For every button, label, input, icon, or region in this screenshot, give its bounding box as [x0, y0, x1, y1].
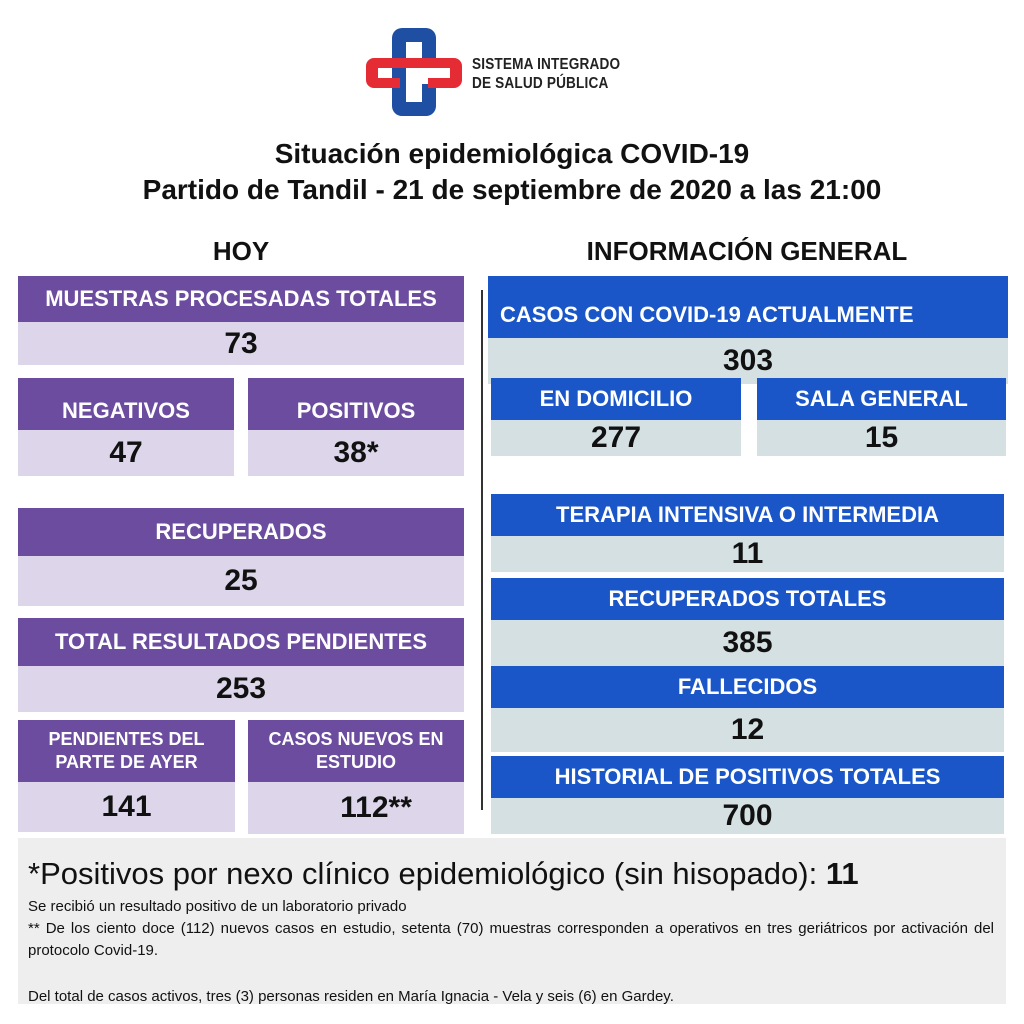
card-pendientes-ayer: [18, 720, 235, 832]
card-value: 38*: [248, 430, 464, 476]
card-value: 11: [491, 536, 1004, 572]
card-label: FALLECIDOS: [491, 666, 1004, 708]
card-value: 47: [18, 430, 234, 476]
card-label: TERAPIA INTENSIVA O INTERMEDIA: [491, 494, 1004, 536]
page-title: [0, 136, 1024, 208]
card-label: TOTAL RESULTADOS PENDIENTES: [18, 618, 464, 666]
card-value: 141: [18, 782, 235, 832]
logo-line-2: DE SALUD PÚBLICA: [472, 75, 609, 92]
card-label: MUESTRAS PROCESADAS TOTALES: [18, 276, 464, 322]
card-label: NEGATIVOS: [18, 378, 234, 430]
card-muestras: [18, 276, 464, 365]
card-value: 12: [491, 708, 1004, 752]
card-sala-general: [757, 378, 1006, 456]
card-recuperados-hoy: [18, 508, 464, 606]
note-casos-estudio: ** De los ciento doce (112) nuevos casos en estudio, setenta (70) muestras corresponden a operativos en tres geriátricos por activación del protocolo Covid-19.: [28, 920, 994, 959]
section-heading-general: INFORMACIÓN GENERAL: [586, 236, 908, 266]
card-value: 253: [18, 666, 464, 712]
card-label: CASOS CON COVID-19 ACTUALMENTE: [488, 276, 1008, 338]
card-value: 15: [757, 420, 1006, 456]
card-positivos: [248, 378, 464, 476]
nexo-value: 11: [825, 856, 859, 891]
card-label: RECUPERADOS: [18, 508, 464, 556]
card-historial: [491, 756, 1004, 834]
note-laboratorio: Se recibió un resultado positivo de un laboratorio privado: [28, 898, 407, 915]
card-casos-activos: [488, 276, 1008, 384]
title-line-2: Partido de Tandil - 21 de septiembre de 2020 a las 21:00: [142, 174, 882, 205]
card-value: 277: [491, 420, 741, 456]
title-line-1: Situación epidemiológica COVID-19: [274, 138, 750, 169]
card-label: SALA GENERAL: [757, 378, 1006, 420]
card-recuperados-totales: [491, 578, 1004, 666]
card-terapia: [491, 494, 1004, 572]
card-value: 700: [491, 798, 1004, 834]
logo-text: [472, 55, 620, 93]
card-value: 73: [18, 322, 464, 365]
card-domicilio: [491, 378, 741, 456]
card-value: 25: [18, 556, 464, 606]
card-label: CASOS NUEVOS EN ESTUDIO: [248, 720, 464, 782]
card-label: RECUPERADOS TOTALES: [491, 578, 1004, 620]
note-localidades: Del total de casos activos, tres (3) personas residen en María Ignacia - Vela y seis (6) en Gardey.: [28, 988, 674, 1005]
card-casos-nuevos: [248, 720, 464, 834]
column-divider: [481, 290, 483, 810]
card-value: 112**: [248, 782, 464, 834]
card-label: POSITIVOS: [248, 378, 464, 430]
card-value: 303: [488, 338, 1008, 384]
nexo-label: *Positivos por nexo clínico epidemiológico (sin hisopado):: [28, 856, 818, 891]
card-label: HISTORIAL DE POSITIVOS TOTALES: [491, 756, 1004, 798]
card-value: 385: [491, 620, 1004, 666]
card-label: PENDIENTES DEL PARTE DE AYER: [18, 720, 235, 782]
card-pendientes: [18, 618, 464, 712]
card-label: EN DOMICILIO: [491, 378, 741, 420]
logo-line-1: SISTEMA INTEGRADO: [472, 56, 621, 73]
card-fallecidos: [491, 666, 1004, 752]
card-negativos: [18, 378, 234, 476]
section-heading-hoy: HOY: [212, 236, 270, 266]
logo-icon: [364, 24, 464, 120]
nexo-clinico-note: [28, 856, 859, 892]
